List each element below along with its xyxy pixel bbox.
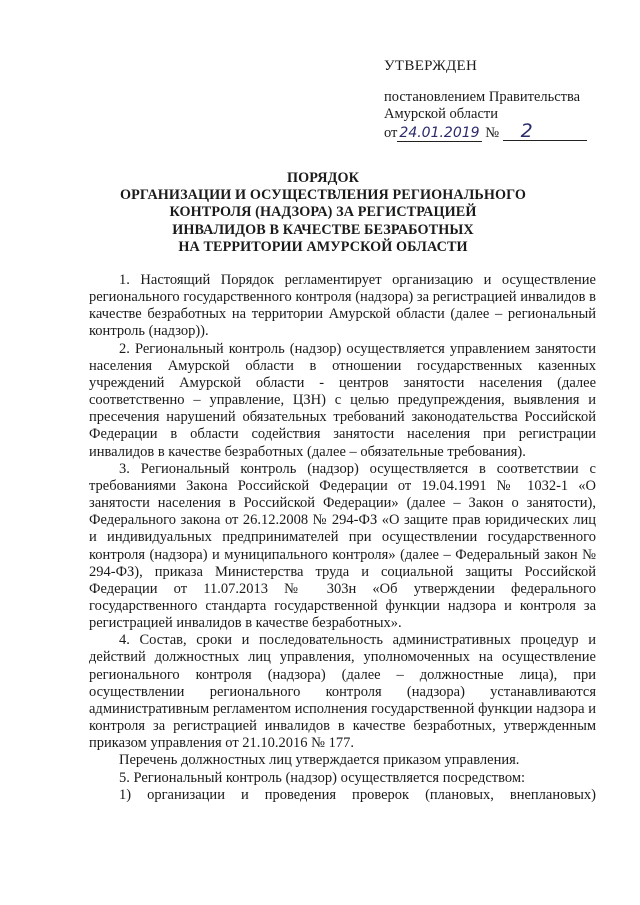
paragraph-5: 5. Региональный контроль (надзор) осуществляется посредством: [119,769,526,786]
document-body [89,272,596,804]
approval-line-2: Амурской области [384,106,498,122]
date-prefix: от [384,125,398,141]
title-line: КОНТРОЛЯ (НАДЗОРА) ЗА РЕГИСТРАЦИЕЙ [169,204,477,221]
document-title [88,170,558,256]
approval-date-line [384,120,624,142]
handwritten-number: 2 [503,123,587,141]
paragraph-1: 1. Настоящий Порядок регламентирует организацию и осуществление регионального государственного контроля (надзора) за регистрацией инвалидов в качестве безработных на территории Амурской области (далее – региональный контроль (надзор)). [89,272,596,340]
paragraph-2: 2. Региональный контроль (надзор) осуществляется управлением занятости населения Амурской области в отношении государственных казенных учреждений Амурской области - центров занятости населения (далее соответственно – управление, ЦЗН) с целью предупреждения, выявления и пресечения нарушений обязательных требований законодательства Российской Федерации в области содействия занятости населения при регистрации инвалидов в качестве безработных (далее – обязательные требования). [89,340,596,460]
title-line: ИНВАЛИДОВ В КАЧЕСТВЕ БЕЗРАБОТНЫХ [172,221,474,238]
paragraph-4: 4. Состав, сроки и последовательность административных процедур и действий должностных лиц управления, уполномоченных на осуществление регионального контроля (надзора) (далее – должностные лица), при осуществлении регионального контроля (надзора) устанавливаются административным регламентом исполнения государственной функции надзора и контроля за регистрацией инвалидов в качестве безработных, утвержденным приказом управления от 21.10.2016 № 177. [89,632,596,752]
number-prefix: № [485,125,500,141]
handwritten-date: 24.01.2019 [399,125,480,141]
approval-heading: УТВЕРЖДЕН [384,58,478,74]
paragraph-5-item-1: 1) организации и проведения проверок (плановых, внеплановых) [119,786,596,803]
paragraph-3: 3. Региональный контроль (надзор) осуществляется в соответствии с требованиями Закона Российской Федерации от 19.04.1991 № 1032-1 «О занятости населения в Российской Федерации» (далее – Закон о занятости), Федерального закона от 26.12.2008 № 294-ФЗ «О защите прав юридических лиц и индивидуальных предпринимателей при осуществлении государственного контроля (надзора) и муниципального контроля» (далее – Федеральный закон № 294-ФЗ), приказа Министерства труда и социальной защиты Российской Федерации от 11.07.2013 № 303н «Об утверждении федерального государственного стандарта государственной функции надзора и контроля за регистрацией инвалидов в качестве безработных». [89,460,596,632]
approval-line-1: постановлением Правительства [384,89,581,105]
title-line: ПОРЯДОК [286,170,360,186]
title-line: ОРГАНИЗАЦИИ И ОСУЩЕСТВЛЕНИЯ РЕГИОНАЛЬНОГО [119,187,527,204]
paragraph-officials: Перечень должностных лиц утверждается приказом управления. [119,752,520,769]
title-line: НА ТЕРРИТОРИИ АМУРСКОЙ ОБЛАСТИ [178,238,468,255]
approval-block [384,58,624,142]
